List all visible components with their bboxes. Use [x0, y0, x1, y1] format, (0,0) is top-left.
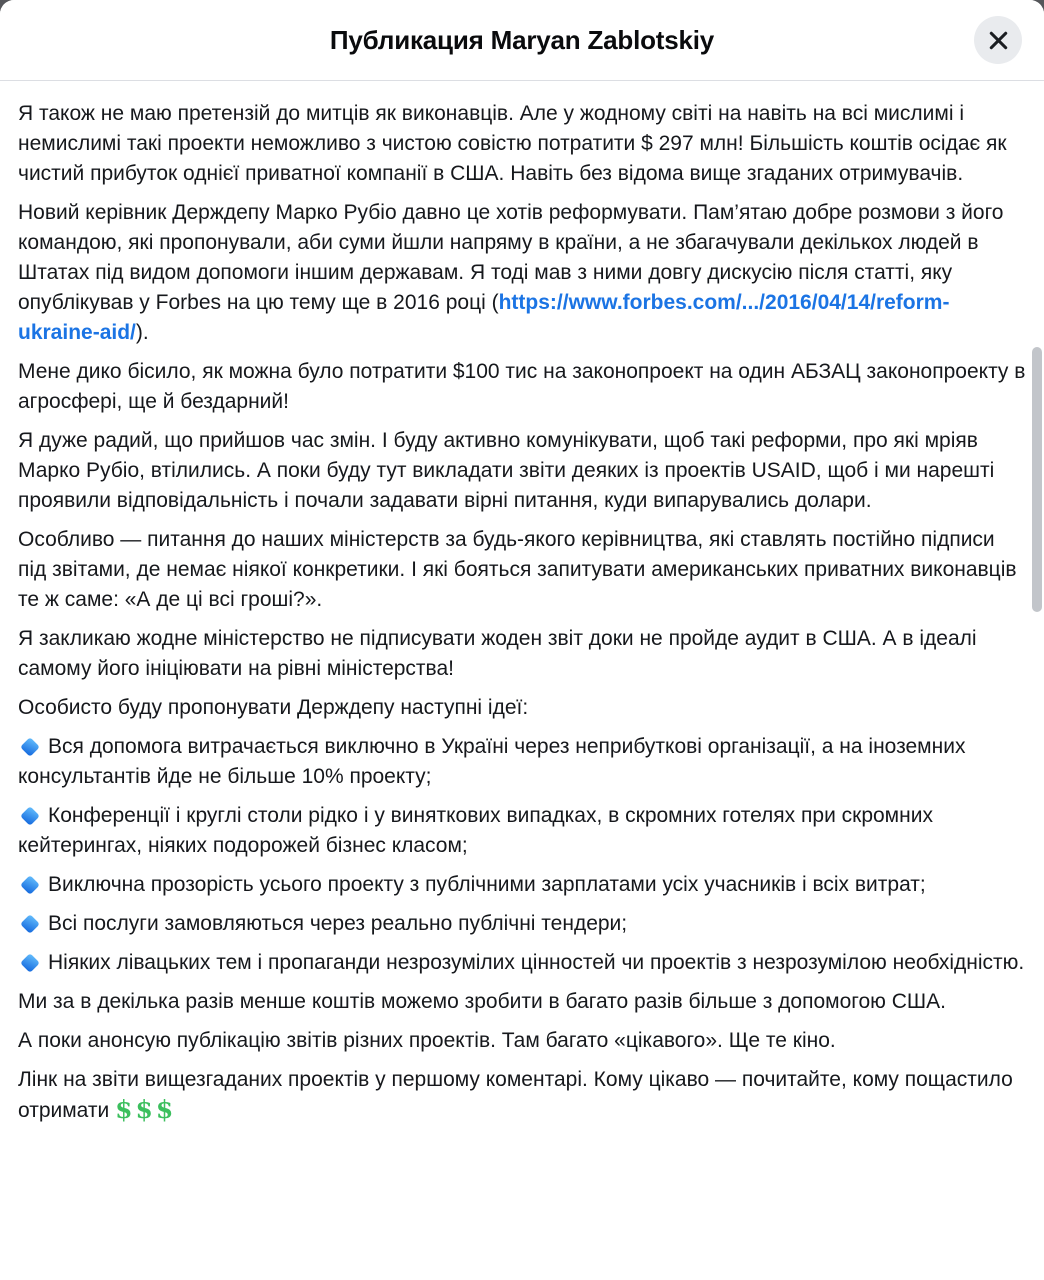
- scrollbar-thumb[interactable]: [1032, 347, 1042, 612]
- blue-diamond-icon: [20, 875, 40, 895]
- blue-diamond-icon: [20, 914, 40, 934]
- post-paragraph-closing: [18, 1065, 1026, 1126]
- bullet-text: Ніяких лівацьких тем і пропаганди незрозумілих цінностей чи проектів з незрозумілою необхідністю.: [48, 951, 1025, 974]
- post-paragraph-rubio: [18, 198, 1026, 348]
- close-icon: [987, 29, 1010, 52]
- paragraph-text: ).: [135, 321, 149, 344]
- post-paragraph-audit: Я закликаю жодне міністерство не підписувати жоден звіт доки не пройде аудит в США. А в ідеалі самому його ініціювати на рівні міністерства!: [18, 627, 977, 680]
- post-paragraph-reforms: Я дуже радий, що прийшов час змін. І буду активно комунікувати, щоб такі реформи, про які мріяв Марко Рубіо, втілились. А поки буду тут викладати звіти деяких із проектів USAID, щоб і ми нарешті проявили відповідальність і почали задавати вірні питання, куди випарувались долари.: [18, 429, 995, 512]
- blue-diamond-icon: [20, 737, 40, 757]
- post-paragraph-100k: Мене дико бісило, як можна було потратити $100 тис на законопроект на один АБЗАЦ законопроекту в агросфері, ще й бездарний!: [18, 360, 1026, 413]
- dialog-header: [0, 0, 1044, 81]
- post-paragraph-announce: А поки анонсую публікацію звітів різних проектів. Там багато «цікавого». Ще те кіно.: [18, 1029, 836, 1052]
- post-paragraph-claims: Я також не маю претензій до митців як виконавців. Але у жодному світі на навіть на всі мислимі і немислимі такі проекти неможливо з чистою совістю потратити $ 297 млн! Більшість коштів осідає як чистий прибуток однієї приватної компанії в США. Навіть без відома вище згаданих отримувачів.: [18, 102, 1007, 185]
- close-button[interactable]: [974, 16, 1022, 64]
- paragraph-text: Лінк на звіти вищезгаданих проектів у першому коментарі. Кому цікаво — почитайте, кому пощастило отримати: [18, 1068, 1013, 1122]
- post-paragraph-ideas-intro: Особисто буду пропонувати Держдепу наступні ідеї:: [18, 696, 529, 719]
- idea-bullet: [18, 732, 1026, 792]
- idea-bullet: [18, 870, 1026, 900]
- bullet-text: Вся допомога витрачається виключно в Україні через неприбуткові організації, а на іноземних консультантів йде не більше 10% проекту;: [18, 735, 966, 788]
- idea-bullet: [18, 948, 1026, 978]
- blue-diamond-icon: [20, 953, 40, 973]
- post-content: [0, 81, 1044, 1126]
- bullet-text: Виключна прозорість усього проекту з публічними зарплатами усіх учасників і всіх витрат;: [48, 873, 926, 896]
- paragraph-text: Новий керівник Держдепу Марко Рубіо давно це хотів реформувати. Пам’ятаю добре розмови з його командою, які пропонували, аби суми йшли напряму в країни, а не збагачували декількох людей в Штатах під видом допомоги іншим державам. Я тоді мав з ними довгу дискусію після статті, яку опублікував у Forbes на цю тему ще в 2016 році (: [18, 201, 1004, 314]
- dialog-title: Публикация Maryan Zablotskiy: [329, 24, 715, 55]
- forbes-link[interactable]: https://www.forbes.com/.../2016/04/14/reform-ukraine-aid/: [18, 291, 950, 344]
- post-paragraph-less-money: Ми за в декілька разів менше коштів можемо зробити в багато разів більше з допомогою США.: [18, 990, 946, 1013]
- bullet-text: Конференції і круглі столи рідко і у виняткових випадках, в скромних готелях при скромних кейтерингах, ніяких подорожей бізнес класом;: [18, 804, 933, 857]
- post-paragraph-ministries: Особливо — питання до наших міністерств за будь-якого керівництва, які ставлять постійно підписи під звітами, де немає ніякої конкретики. І які бояться запитувати американських приватних виконавців те ж саме: «А де ці всі гроші?».: [18, 528, 1017, 611]
- dollar-sign-emoji: $$$: [115, 1095, 177, 1124]
- bullet-text: Всі послуги замовляються через реально публічні тендери;: [48, 912, 628, 935]
- idea-bullet: [18, 801, 1026, 861]
- idea-bullet: [18, 909, 1026, 939]
- blue-diamond-icon: [20, 806, 40, 826]
